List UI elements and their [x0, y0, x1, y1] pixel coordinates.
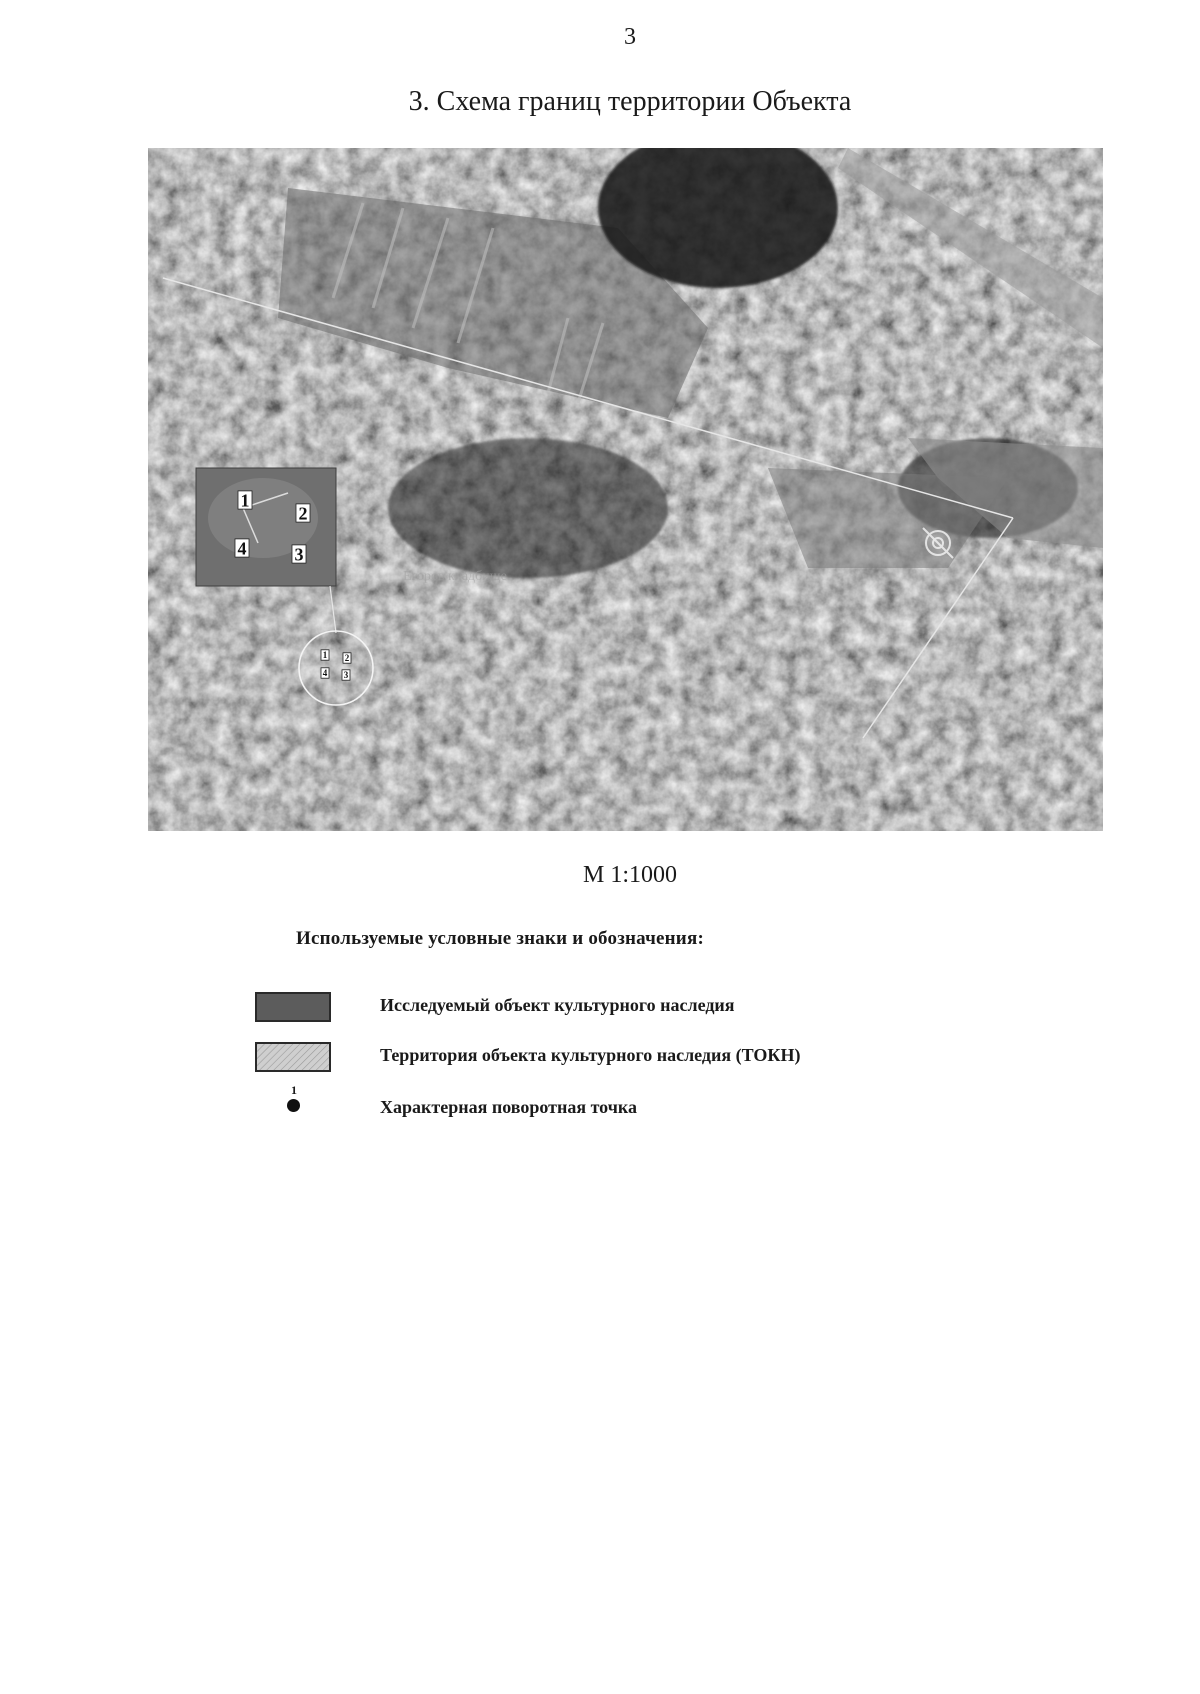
point-label-3: 3 [294, 544, 304, 565]
legend-label-territory: Территория объекта культурного наследия (ТОКН) [380, 1045, 801, 1065]
legend-item-object [0, 992, 1200, 1026]
legend-swatch-territory [255, 1042, 331, 1072]
page-number: 3 [624, 24, 636, 50]
dark-canopy [388, 438, 668, 578]
map-scale: М 1:1000 [582, 862, 677, 888]
inset-box [196, 468, 336, 586]
legend-title: Используемые условные знаки и обозначения: [296, 928, 704, 949]
point-label-1: 1 [240, 490, 250, 511]
point-label-2: 2 [344, 653, 350, 664]
map-faint-label: Егоров кладбище [403, 569, 507, 584]
legend-point-number: 1 [291, 1083, 297, 1097]
point-label-2: 2 [298, 503, 308, 524]
point-label-1: 1 [322, 650, 328, 661]
aerial-map [148, 148, 1103, 831]
legend-swatch-object [255, 992, 331, 1022]
page-title: 3. Схема границ территории Объекта [408, 86, 852, 117]
turning-point-icon [284, 1084, 304, 1118]
point-label-4: 4 [322, 668, 328, 679]
legend-label-object: Исследуемый объект культурного наследия [380, 995, 735, 1015]
legend-item-point [0, 1083, 1200, 1128]
legend-item-territory [0, 1042, 1200, 1076]
point-label-3: 3 [343, 670, 349, 681]
point-label-4: 4 [237, 538, 247, 559]
legend-label-point: Характерная поворотная точка [380, 1097, 637, 1117]
